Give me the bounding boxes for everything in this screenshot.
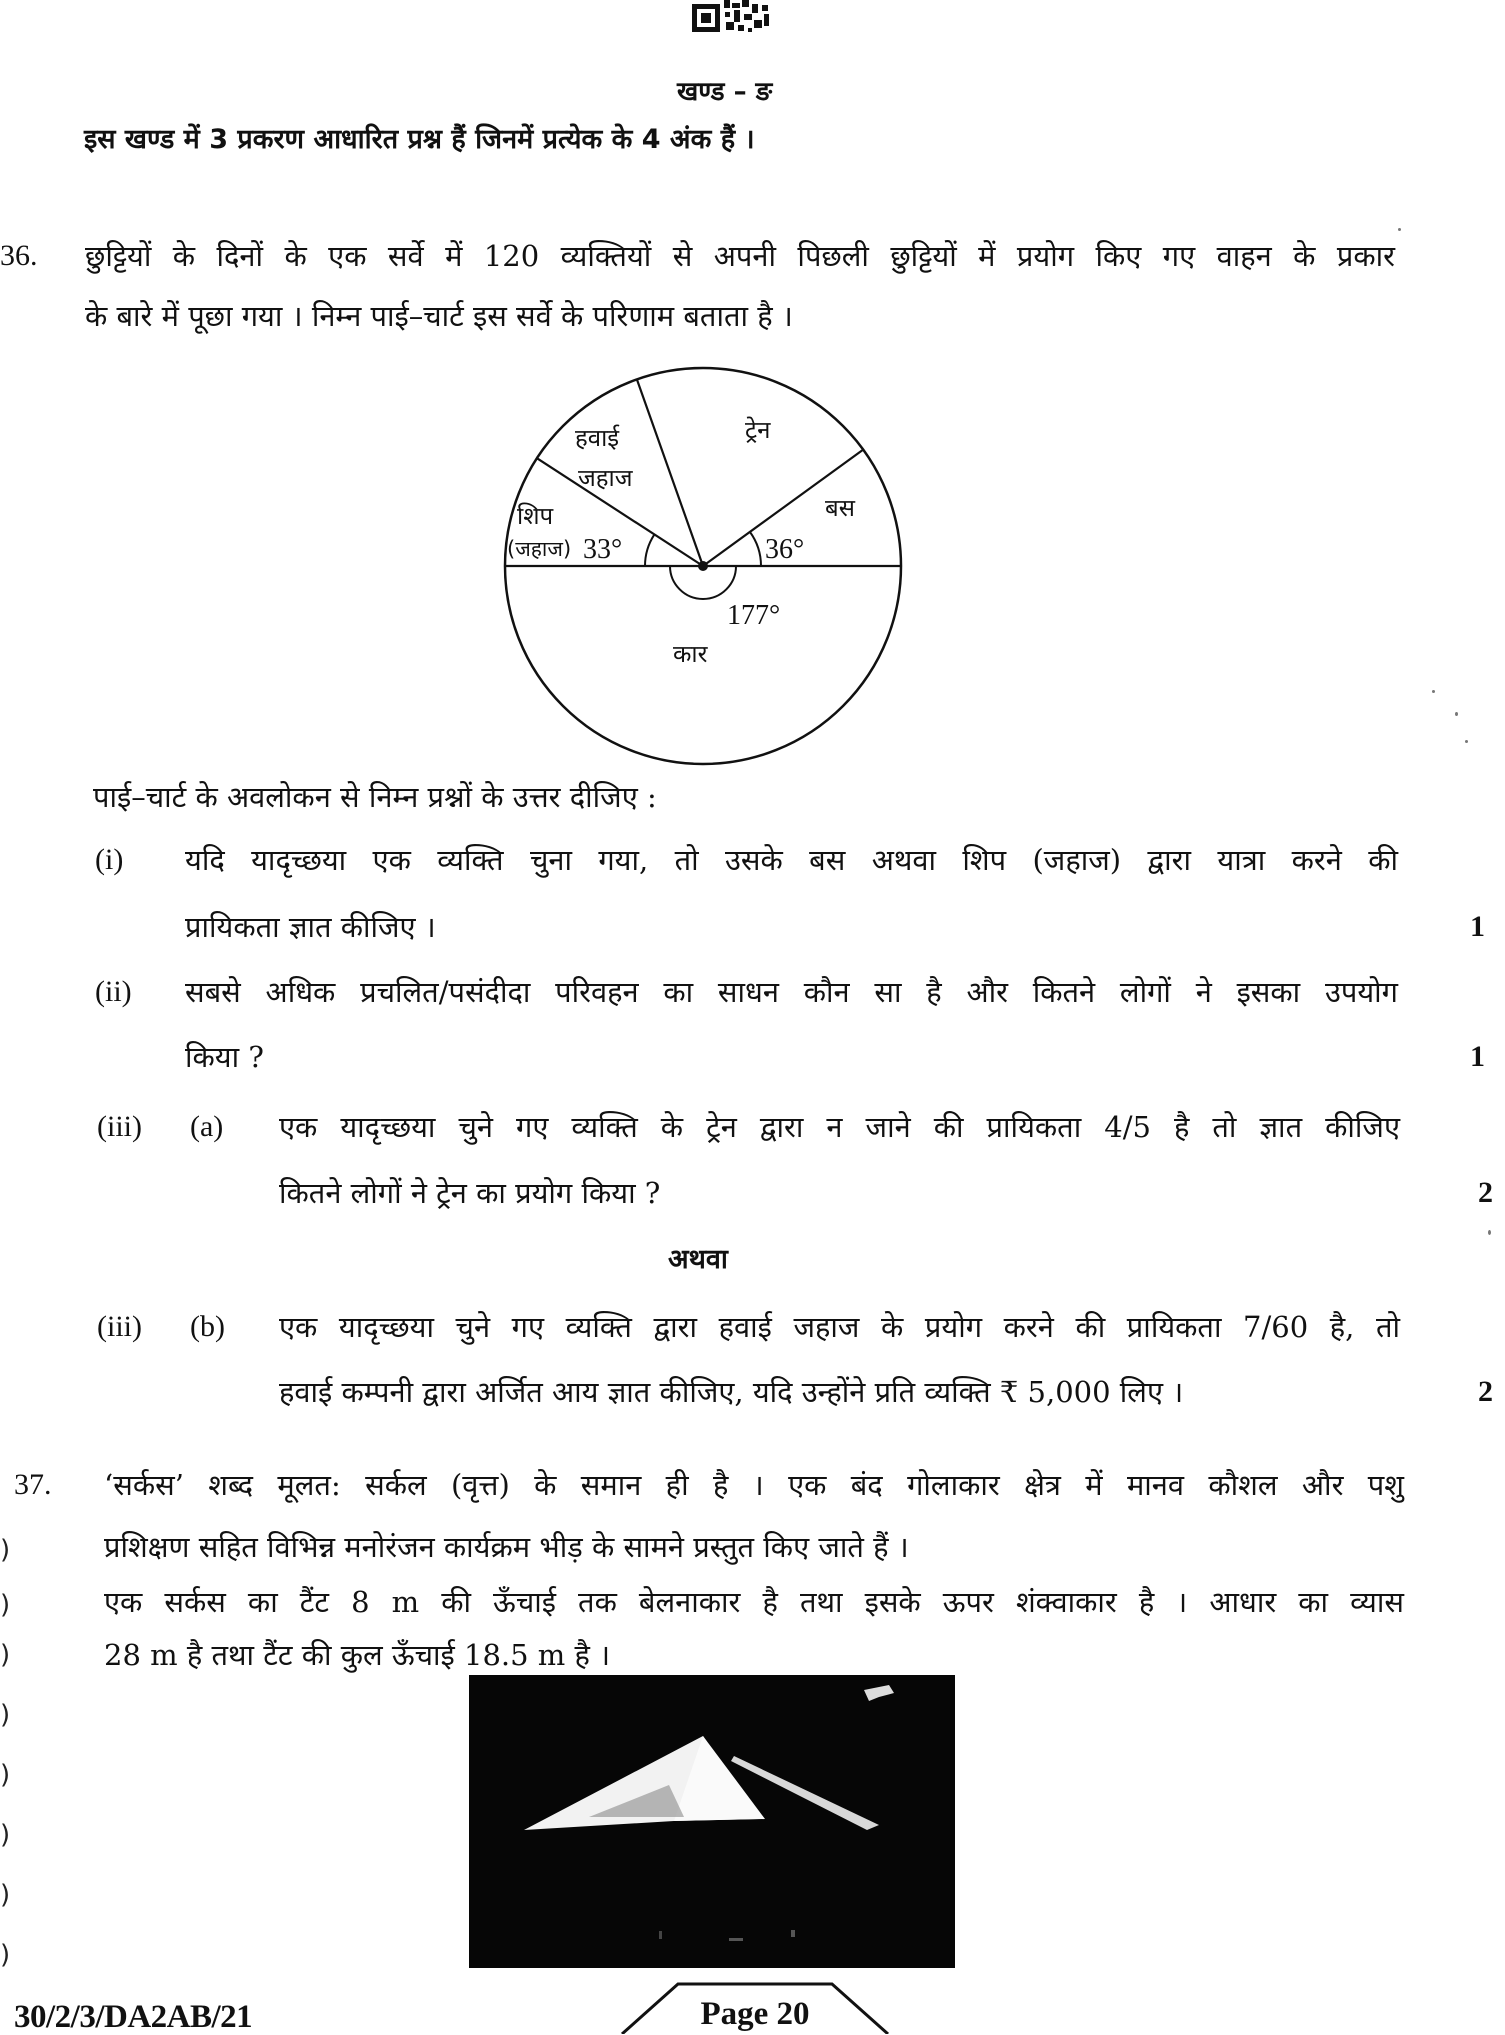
margin-mark: ) bbox=[0, 1940, 11, 1970]
pie-label-ship-1: शिप bbox=[517, 502, 554, 530]
margin-mark: ) bbox=[0, 1760, 11, 1790]
scan-speck bbox=[1398, 228, 1401, 231]
page-number-badge bbox=[620, 1982, 890, 2034]
q36-intro-line-2: के बारे में पूछा गया । निम्न पाई–चार्ट इस सर्वे के परिणाम बताता है । bbox=[85, 299, 793, 333]
page-number: Page 20 bbox=[700, 1996, 810, 2032]
part-iii-a-line-2: कितने लोगों ने ट्रेन का प्रयोग किया ? bbox=[279, 1176, 661, 1210]
pie-label-train: ट्रेन bbox=[745, 416, 771, 444]
paper-code: 30/2/3/DA2AB/21 bbox=[14, 1999, 253, 2035]
margin-mark: ) bbox=[0, 1640, 11, 1670]
pie-label-ship-2: (जहाज) bbox=[507, 537, 572, 561]
part-iii-a-sub: (a) bbox=[190, 1110, 224, 1143]
part-iii-b-sub: (b) bbox=[190, 1310, 225, 1343]
pie-label-bus: बस bbox=[825, 494, 855, 522]
pie-angle-car: 177° bbox=[727, 600, 781, 631]
margin-mark: ) bbox=[0, 1535, 11, 1565]
part-ii-marks: 1 bbox=[1470, 1040, 1485, 1073]
part-i-line-1: यदि यादृच्छया एक व्यक्ति चुना गया, तो उसके बस अथवा शिप (जहाज) द्वारा यात्रा करने की bbox=[185, 843, 1398, 877]
q37-line-2: प्रशिक्षण सहित विभिन्न मनोरंजन कार्यक्रम भीड़ के सामने प्रस्तुत किए जाते हैं । bbox=[104, 1530, 909, 1564]
qr-code bbox=[692, 0, 772, 35]
scan-speck bbox=[1465, 740, 1468, 743]
part-iii-b-marks: 2 bbox=[1478, 1375, 1493, 1408]
part-i-label: (i) bbox=[95, 843, 124, 876]
part-i-marks: 1 bbox=[1470, 910, 1485, 943]
pie-angle-ship: 33° bbox=[583, 534, 623, 565]
section-instruction: इस खण्ड में 3 प्रकरण आधारित प्रश्न हैं जिनमें प्रत्येक के 4 अंक हैं । bbox=[84, 124, 755, 155]
question-number-37: 37. bbox=[14, 1468, 52, 1501]
pie-label-air-1: हवाई bbox=[575, 424, 620, 452]
part-i-line-2: प्रायिकता ज्ञात कीजिए । bbox=[185, 910, 436, 944]
part-iii-a-line-1: एक यादृच्छया चुने गए व्यक्ति के ट्रेन द्वारा न जाने की प्रायिकता 4/5 है तो ज्ञात कीजिए bbox=[279, 1110, 1400, 1144]
circus-tent-photo bbox=[469, 1675, 955, 1968]
q37-line-3: एक सर्कस का टैंट 8 m की ऊँचाई तक बेलनाकार है तथा इसके ऊपर शंक्वाकार है । आधार का व्यास bbox=[104, 1585, 1404, 1619]
part-iii-a-marks: 2 bbox=[1478, 1176, 1493, 1209]
q37-line-4: 28 m है तथा टैंट की कुल ऊँचाई 18.5 m है । bbox=[104, 1638, 611, 1672]
question-number-36: 36. bbox=[0, 239, 38, 272]
scan-speck bbox=[1488, 1230, 1491, 1235]
pie-chart bbox=[495, 356, 915, 776]
or-label: अथवा bbox=[668, 1244, 728, 1275]
scan-speck bbox=[1432, 690, 1435, 693]
part-ii-label: (ii) bbox=[95, 975, 132, 1008]
q37-line-1: ‘सर्कस’ शब्द मूलत: सर्कल (वृत्त) के समान ही है । एक बंद गोलाकार क्षेत्र में मानव कौशल और पशु bbox=[104, 1468, 1404, 1502]
part-iii-b-label: (iii) bbox=[97, 1310, 142, 1343]
pie-label-car: कार bbox=[673, 640, 708, 668]
q36-prompt: पाई–चार्ट के अवलोकन से निम्न प्रश्नों के उत्तर दीजिए : bbox=[93, 780, 657, 814]
margin-mark: ) bbox=[0, 1820, 11, 1850]
part-iii-a-label: (iii) bbox=[97, 1110, 142, 1143]
margin-mark: ) bbox=[0, 1880, 11, 1910]
margin-mark: ) bbox=[0, 1590, 11, 1620]
margin-mark: ) bbox=[0, 1700, 11, 1730]
pie-angle-bus: 36° bbox=[765, 534, 805, 565]
part-ii-line-2: किया ? bbox=[185, 1040, 264, 1074]
section-title: खण्ड – ङ bbox=[677, 77, 773, 107]
part-ii-line-1: सबसे अधिक प्रचलित/पसंदीदा परिवहन का साधन कौन सा है और कितने लोगों ने इसका उपयोग bbox=[185, 975, 1398, 1009]
part-iii-b-line-2: हवाई कम्पनी द्वारा अर्जित आय ज्ञात कीजिए, यदि उन्होंने प्रति व्यक्ति ₹ 5,000 लिए । bbox=[279, 1375, 1184, 1409]
part-iii-b-line-1: एक यादृच्छया चुने गए व्यक्ति द्वारा हवाई जहाज के प्रयोग करने की प्रायिकता 7/60 है, तो bbox=[279, 1310, 1400, 1344]
q36-intro-line-1: छुट्टियों के दिनों के एक सर्वे में 120 व्यक्तियों से अपनी पिछली छुट्टियों में प्रयोग किए गए वाहन के प्रकार bbox=[85, 239, 1395, 273]
pie-label-air-2: जहाज bbox=[578, 464, 633, 492]
scan-speck bbox=[1455, 712, 1458, 716]
